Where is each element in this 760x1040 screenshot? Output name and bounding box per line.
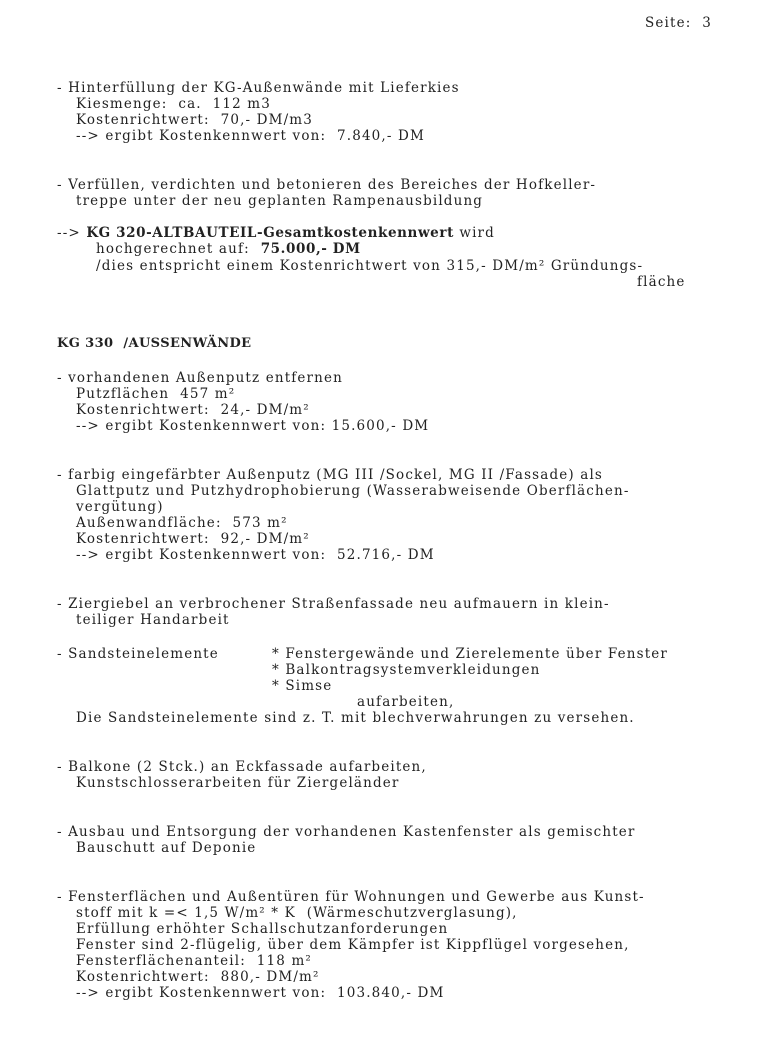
section-heading: KG 330 /AUSSENWÄNDE xyxy=(57,336,252,351)
text-line: --> ergibt Kostenkennwert von: 7.840,- DM xyxy=(76,128,425,144)
text-line: Kostenrichtwert: 70,- DM/m3 xyxy=(76,112,314,128)
text-line: Kostenrichtwert: 880,- DM/m² xyxy=(76,969,320,985)
text-line: - Ziergiebel an verbrochener Straßenfassade neu aufmauern in klein- xyxy=(57,596,610,612)
text-line: stoff mit k =< 1,5 W/m² * K (Wärmeschutzverglasung), xyxy=(76,905,518,921)
text-line: --> ergibt Kostenkennwert von: 52.716,- DM xyxy=(76,547,435,563)
text-line: Außenwandfläche: 573 m² xyxy=(76,515,288,531)
text-fragment: wird xyxy=(453,225,495,241)
text-line: Kostenrichtwert: 92,- DM/m² xyxy=(76,531,310,547)
text-line: * Fenstergewände und Zierelemente über Fenster xyxy=(272,646,669,662)
text-line: vergütung) xyxy=(76,499,164,515)
text-line: - Sandsteinelemente xyxy=(57,646,219,662)
text-line: - Fensterflächen und Außentüren für Wohnungen und Gewerbe aus Kunst- xyxy=(57,889,645,905)
text-line xyxy=(57,225,495,241)
text-line: - Balkone (2 Stck.) an Eckfassade aufarbeiten, xyxy=(57,759,427,775)
text-line: Kostenrichtwert: 24,- DM/m² xyxy=(76,402,310,418)
text-line: Erfüllung erhöhter Schallschutzanforderungen xyxy=(76,921,449,937)
text-line: --> ergibt Kostenkennwert von: 15.600,- DM xyxy=(76,418,430,434)
text-line: fläche xyxy=(637,274,686,290)
text-line: Putzflächen 457 m² xyxy=(76,386,236,402)
bold-text: KG 320-ALTBAUTEIL-Gesamtkostenkennwert xyxy=(86,225,454,241)
text-line: Kunstschlosserarbeiten für Ziergeländer xyxy=(76,775,400,791)
text-line xyxy=(96,241,361,257)
text-line: Fenster sind 2-flügelig, über dem Kämpfer ist Kippflügel vorgesehen, xyxy=(76,937,630,953)
text-line: - vorhandenen Außenputz entfernen xyxy=(57,370,343,386)
text-line: - Verfüllen, verdichten und betonieren des Bereiches der Hofkeller- xyxy=(57,177,597,193)
text-line: Bauschutt auf Deponie xyxy=(76,840,257,856)
text-line: - Ausbau und Entsorgung der vorhandenen Kastenfenster als gemischter xyxy=(57,824,636,840)
text-line: * Simse xyxy=(272,678,333,694)
bold-text: 75.000,- DM xyxy=(260,241,361,257)
text-fragment: hochgerechnet auf: xyxy=(96,241,261,257)
text-line: Glattputz und Putzhydrophobierung (Wasserabweisende Oberflächen- xyxy=(76,483,630,499)
arrow-text: --> xyxy=(57,225,81,241)
text-line: Kiesmenge: ca. 112 m3 xyxy=(76,96,271,112)
text-line: /dies entspricht einem Kostenrichtwert von 315,- DM/m² Gründungs- xyxy=(96,258,644,274)
text-line: * Balkontragsystemverkleidungen xyxy=(272,662,541,678)
text-line: aufarbeiten, xyxy=(357,694,455,710)
text-line: --> ergibt Kostenkennwert von: 103.840,- DM xyxy=(76,985,445,1001)
page-number: Seite: 3 xyxy=(645,15,713,31)
text-line: - farbig eingefärbter Außenputz (MG III /Sockel, MG II /Fassade) als xyxy=(57,467,603,483)
text-line: Die Sandsteinelemente sind z. T. mit blechverwahrungen zu versehen. xyxy=(76,710,635,726)
text-line: treppe unter der neu geplanten Rampenausbildung xyxy=(76,193,484,209)
text-line: Fensterflächenanteil: 118 m² xyxy=(76,953,312,969)
text-line: - Hinterfüllung der KG-Außenwände mit Lieferkies xyxy=(57,80,460,96)
text-line: teiliger Handarbeit xyxy=(76,612,230,628)
